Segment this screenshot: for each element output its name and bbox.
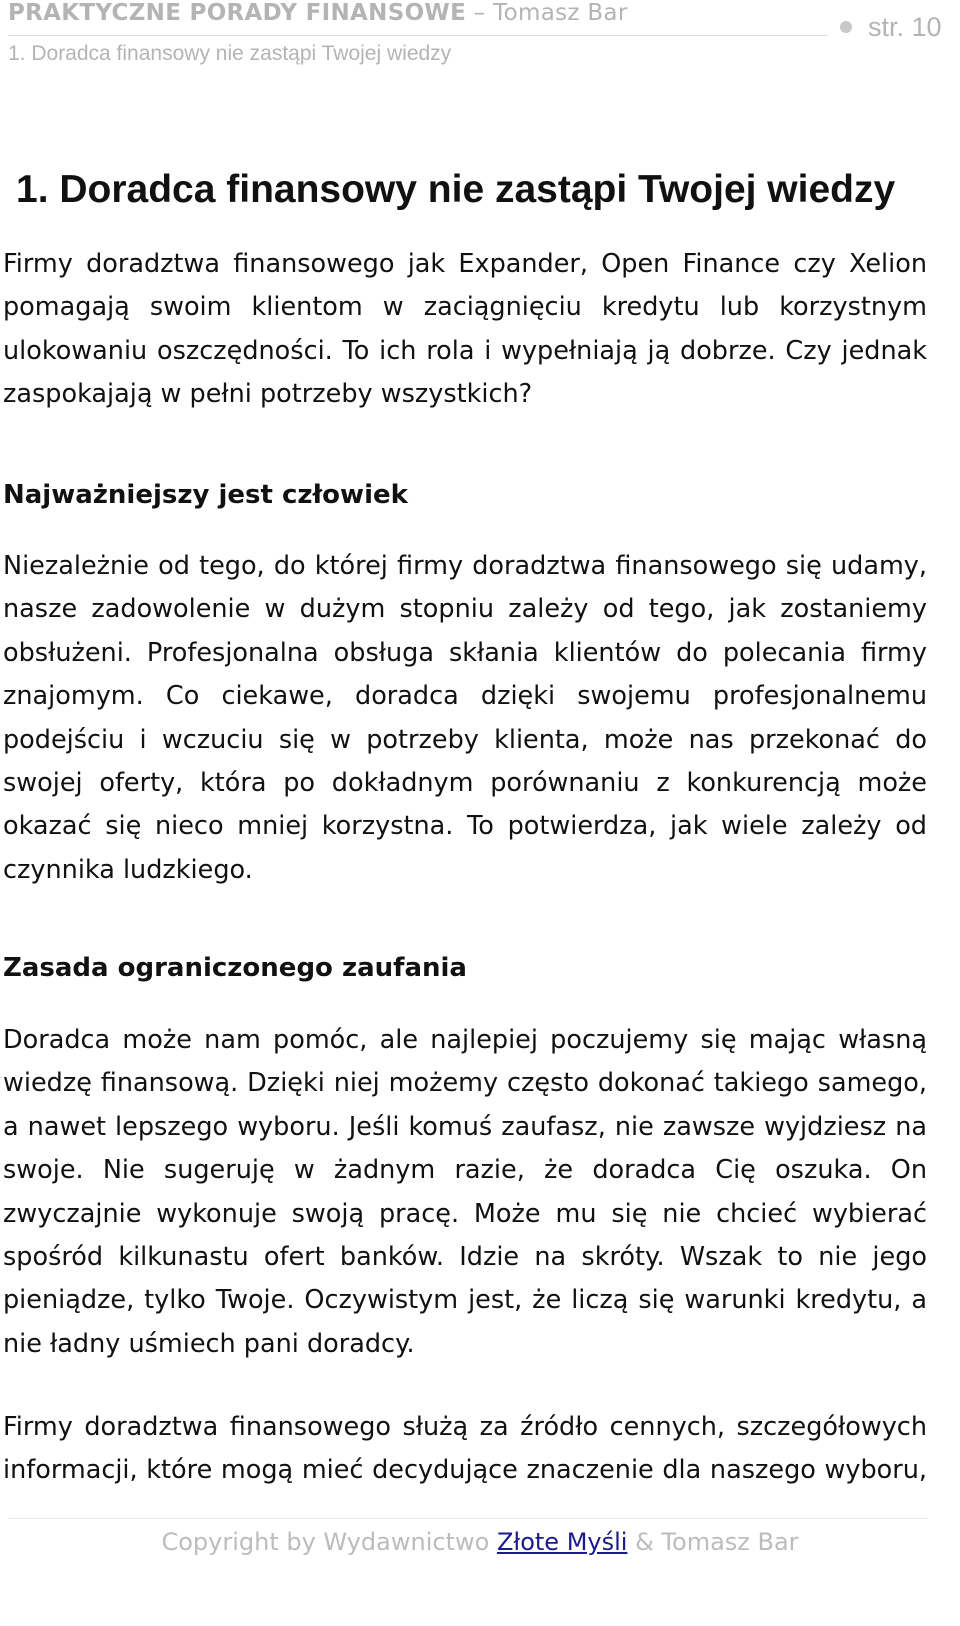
header-author: Tomasz Bar (493, 0, 628, 26)
footer-divider (8, 1518, 928, 1519)
header-separator: – (473, 0, 486, 26)
intro-paragraph: Firmy doradztwa finansowego jak Expander, Open Finance czy Xelion pomagają swoim klientom w zaciągnięciu kredytu lub korzystnym ulokowaniu oszczędności. To ich rola i wypełniają ją dobrze. Czy jednak zaspokajają w pełni potrzeby wszystkich? (3, 249, 927, 410)
section-2-paragraph: Doradca może nam pomóc, ale najlepiej poczujemy się mając własną wiedzę finansową. Dzięki niej możemy często dokonać takiego samego, a nawet lepszego wyboru. Jeśli komuś zaufasz, nie zawsze wyjdziesz na swoje. Nie sugeruję w żadnym razie, że doradca Cię oszuka. On zwyczajnie wykonuje swoją pracę. Może mu się nie chcieć wybierać spośród kilkunastu ofert banków. Idzie na skróty. Wszak to nie jego pieniądze, tylko Twoje. Oczywistym jest, że liczą się warunki kredytu, a nie ładny uśmiech pani doradcy. (3, 1025, 927, 1359)
chapter-title: 1. Doradca finansowy nie zastąpi Twojej wiedzy (16, 168, 896, 211)
header-chapter: 1. Doradca finansowy nie zastąpi Twojej wiedzy (8, 42, 452, 65)
page-number-label: str. 10 (868, 12, 942, 42)
section-heading-1: Najważniejszy jest człowiek (3, 480, 408, 510)
header-divider (8, 35, 828, 36)
running-header (8, 0, 628, 26)
footer-copyright: Copyright by Wydawnictwo (161, 1528, 490, 1556)
footer-author: & Tomasz Bar (635, 1528, 799, 1556)
section-2-paragraph-2: Firmy doradztwa finansowego służą za źródło cennych, szczegółowych informacji, które mogą mieć decydujące znaczenie dla naszego wyboru, (3, 1412, 927, 1486)
page-number (840, 12, 942, 43)
series-title: PRAKTYCZNE PORADY FINANSOWE (8, 0, 467, 26)
publisher-link[interactable]: Złote Myśli (496, 1528, 628, 1556)
section-heading-2: Zasada ograniczonego zaufania (3, 953, 467, 983)
bullet-dot-icon (840, 21, 852, 33)
section-1-paragraph: Niezależnie od tego, do której firmy doradztwa finansowego się udamy, nasze zadowolenie w dużym stopniu zależy od tego, jak zostaniemy obsłużeni. Profesjonalna obsługa skłania klientów do polecania firmy znajomym. Co ciekawe, doradca dzięki swojemu profesjonalnemu podejściu i wczuciu się w potrzeby klienta, może nas przekonać do swojej oferty, która po dokładnym porównaniu z konkurencją może okazać się nieco mniej korzystna. To potwierdza, jak wiele zależy od czynnika ludzkiego. (3, 551, 927, 885)
footer (0, 1528, 960, 1556)
